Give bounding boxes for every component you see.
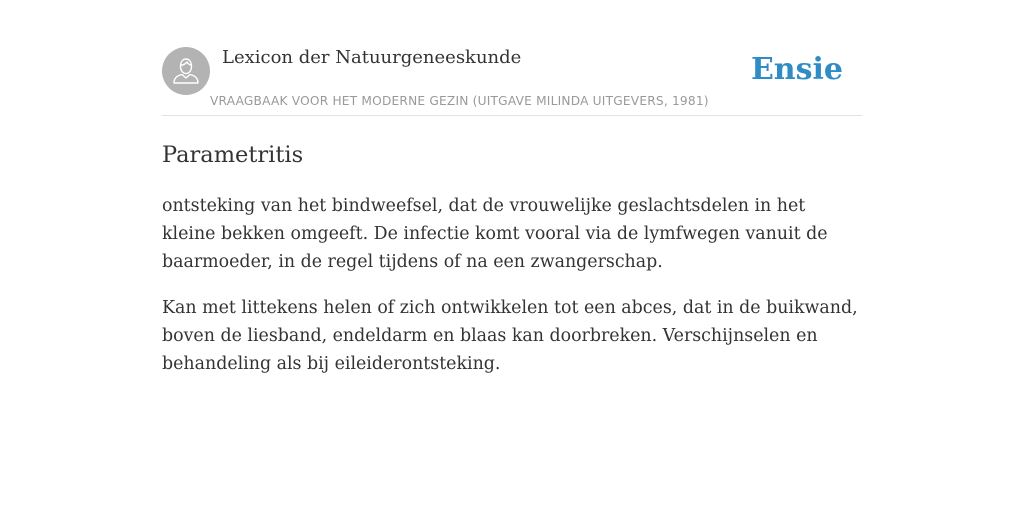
entry-paragraph: ontsteking van het bindweefsel, dat de vrouwelijke geslachtsdelen in het kleine bekken omgeeft. De infectie komt vooral via de lymfwegen vanuit de baarmoeder, in de regel tijdens of na een zwangerschap.: [162, 196, 828, 272]
entry-card: [162, 0, 862, 512]
user-icon: [162, 47, 210, 95]
source-title[interactable]: Lexicon der Natuurgeneeskunde: [222, 47, 522, 68]
brand-logo[interactable]: Ensie: [750, 52, 843, 87]
entry-title: Parametritis: [162, 142, 304, 168]
entry-body: [162, 192, 862, 396]
avatar[interactable]: [162, 47, 210, 95]
header-divider: [162, 115, 862, 116]
source-subtitle: VRAAGBAAK VOOR HET MODERNE GEZIN (UITGAVE MILINDA UITGEVERS, 1981): [210, 94, 709, 108]
entry-paragraph: Kan met littekens helen of zich ontwikkelen tot een abces, dat in de buikwand, boven de liesband, endeldarm en blaas kan doorbreken. Verschijnselen en behandeling als bij eileiderontsteking.: [162, 298, 858, 374]
